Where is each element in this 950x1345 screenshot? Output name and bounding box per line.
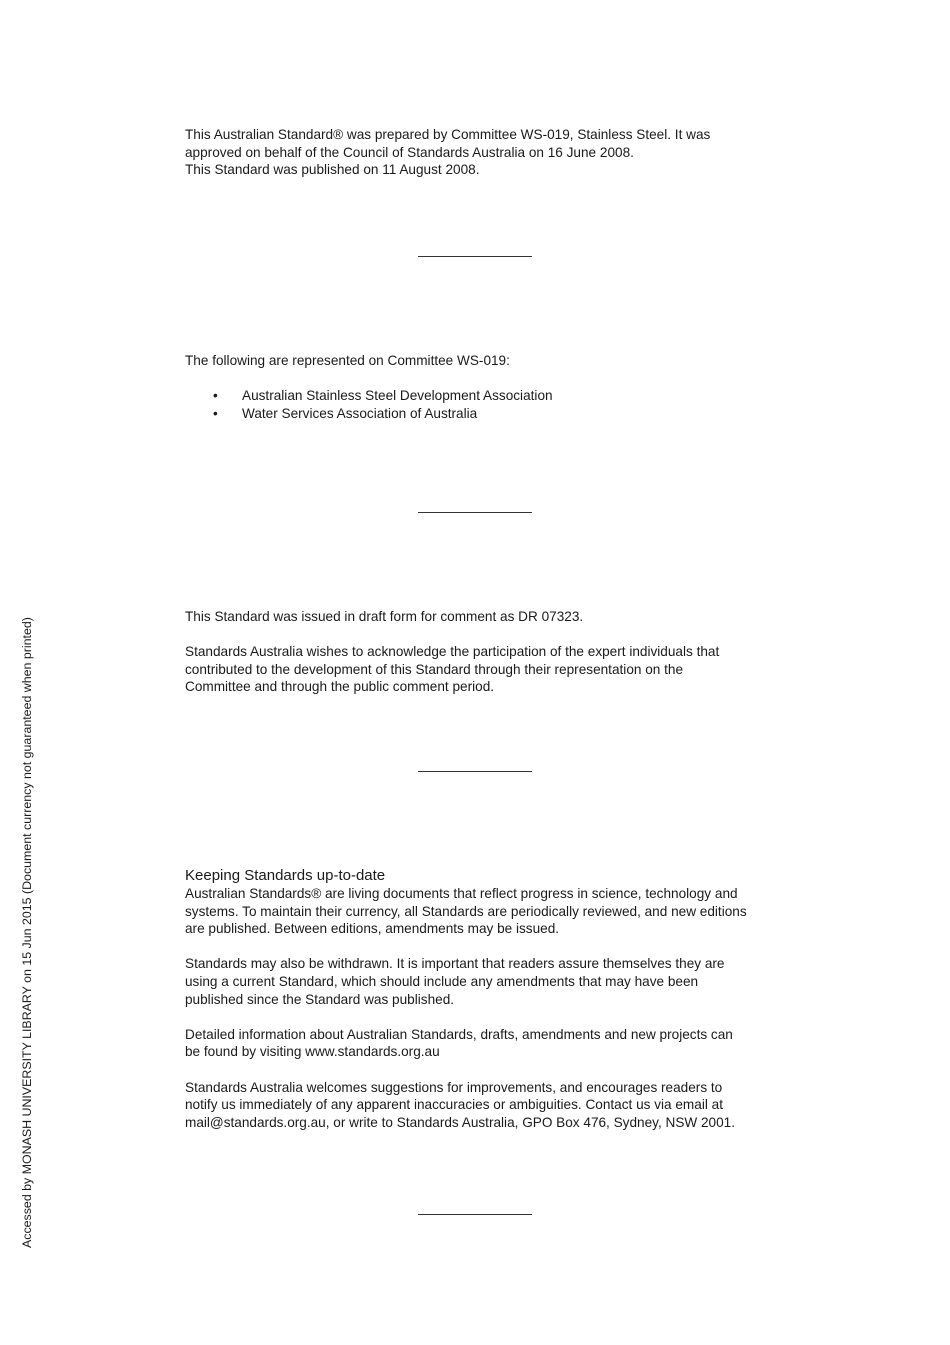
list-item — [185, 387, 775, 405]
paragraph: Detailed information about Australian Standards, drafts, amendments and new projects can be found by visiting www.standards.org.au — [185, 1026, 733, 1060]
paragraph: Standards Australia welcomes suggestions for improvements, and encourages readers to notify us immediately of any apparent inaccuracies or ambiguities. Contact us via email at mail@standards.org.au, or write to Standards Australia, GPO Box 476, Sydney, NSW 2001. — [185, 1079, 736, 1130]
bullet-icon: • — [213, 388, 218, 404]
paragraph: Standards may also be withdrawn. It is important that readers assure themselves they are using a current Standard, which should include any amendments that may have been published since the Standard was published. — [185, 956, 725, 1007]
approval-statement — [185, 126, 775, 179]
section-heading: Keeping Standards up-to-date — [185, 867, 386, 884]
keeping-up-to-date-section — [185, 866, 775, 1131]
list-item — [185, 405, 775, 423]
committee-member: Water Services Association of Australia — [242, 405, 478, 421]
section-divider — [418, 256, 532, 257]
committee-member-list — [185, 387, 775, 422]
committee-intro: The following are represented on Committee WS-019: — [185, 353, 510, 368]
committee-member: Australian Stainless Steel Development Association — [242, 388, 553, 404]
access-watermark: Accessed by MONASH UNIVERSITY LIBRARY on 15 Jun 2015 (Document currency not guaranteed when printed) — [20, 617, 34, 1248]
bullet-icon: • — [213, 405, 218, 421]
paragraph: Australian Standards® are living documents that reflect progress in science, technology and systems. To maintain their currency, all Standards are periodically reviewed, and new editions are published. Between editions, amendments may be issued. — [185, 886, 747, 937]
approval-text: This Australian Standard® was prepared by Committee WS-019, Stainless Steel. It was approved on behalf of the Council of Standards Australia on 16 June 2008. This Standard was published on 11 August 2008. — [185, 127, 711, 178]
section-divider — [418, 512, 532, 513]
draft-section — [185, 608, 775, 696]
section-divider — [418, 771, 532, 772]
acknowledgement-text: Standards Australia wishes to acknowledge the participation of the expert individuals that contributed to the development of this Standard through their representation on the Committee and through the public comment period. — [185, 644, 720, 695]
section-divider — [418, 1214, 532, 1215]
committee-section — [185, 352, 775, 422]
draft-issued-text: This Standard was issued in draft form for comment as DR 07323. — [185, 609, 584, 624]
